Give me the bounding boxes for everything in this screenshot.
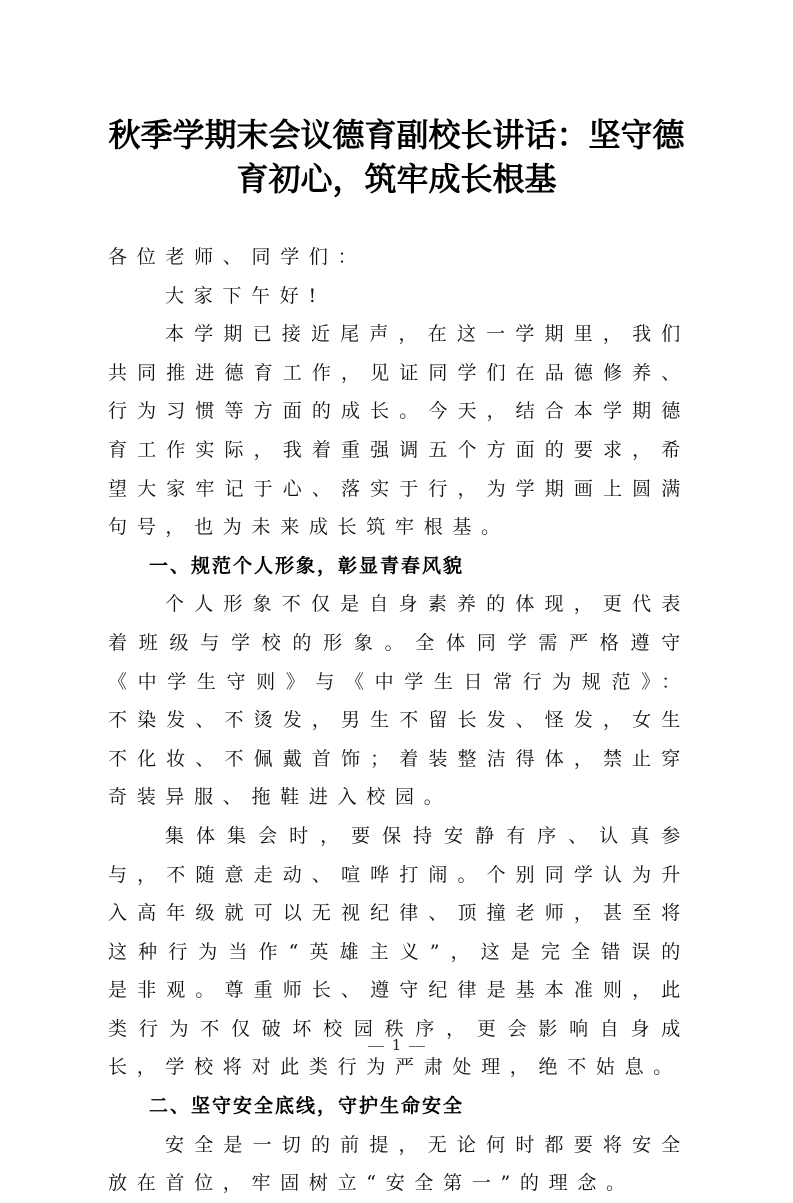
section-1-paragraph-2: 集体集会时，要保持安静有序、认真参与，不随意走动、喧哗打闹。个别同学认为升入高年级就可以无视纪律、顶撞老师，甚至将这种行为当作“英雄主义”，这是完全错误的是非观。尊重师长、遵守纪律是基本准则，此类行为不仅破坏校园秩序，更会影响自身成长，学校将对此类行为严肃处理，绝不姑息。 [108,824,690,1079]
document-title [100,113,693,201]
section-2-paragraph-1: 安全是一切的前提，无论何时都要将安全放在首位，牢固树立“安全第一”的理念。 [108,1133,690,1195]
footer-dash-left [368,1046,384,1047]
title-line-2: 育初心，筑牢成长根基 [236,160,557,198]
section-1-paragraph-1: 个人形象不仅是自身素养的体现，更代表着班级与学校的形象。全体同学需严格遵守《中学生守则》与《中学生日常行为规范》：不染发、不烫发，男生不留长发、怪发，女生不化妆、不佩戴首饰；着装整洁得体，禁止穿奇装异服、拖鞋进入校园。 [108,593,690,809]
intro-paragraph: 本学期已接近尾声，在这一学期里，我们共同推进德育工作，见证同学们在品德修养、行为习惯等方面的成长。今天，结合本学期德育工作实际，我着重强调五个方面的要求，希望大家牢记于心、落实于行，为学期画上圆满句号，也为未来成长筑牢根基。 [108,323,690,539]
greeting: 大家下午好! [165,284,326,307]
section-heading-1: 一、规范个人形象，彰显青春风貌 [149,554,465,577]
title-line-1: 秋季学期末会议德育副校长讲话：坚守德 [108,116,685,154]
footer-dash-right [409,1046,425,1047]
salutation: 各位老师、同学们： [108,246,367,268]
page-footer [0,1036,793,1054]
document-body [108,238,690,1203]
section-heading-2: 二、坚守安全底线，守护生命安全 [149,1095,465,1118]
page-number: 1 [391,1036,402,1054]
